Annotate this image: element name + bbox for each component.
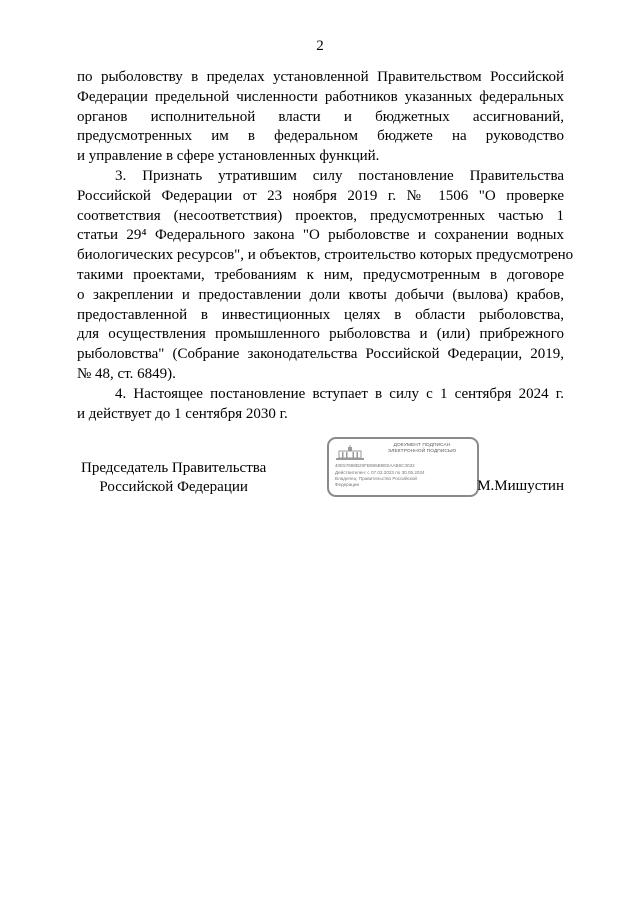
text-line: 4. Настоящее постановление вступает в силу с 1 сентября 2024 г. <box>115 385 564 402</box>
text-line: соответствия (несоответствия) проектов, предусмотренных частью 1 <box>77 207 564 224</box>
government-building-icon <box>335 445 365 461</box>
electronic-signature-stamp <box>327 437 479 497</box>
text-line: такими проектами, требованиям к ним, предусмотренным в договоре <box>77 266 564 283</box>
text-line: и действует до 1 сентября 2030 г. <box>77 405 288 422</box>
stamp-validity: Действителен: с 07.03.2023 по 30.05.2024 <box>335 470 425 475</box>
text-line: рыболовства" (Собрание законодательства Российской Федерации, 2019, <box>77 346 564 363</box>
text-line: Российской Федерации от 23 ноября 2019 г. № 1506 "О проверке <box>77 187 564 204</box>
document-body <box>77 68 574 424</box>
paragraph-item-3 <box>77 167 574 385</box>
stamp-title <box>371 443 473 455</box>
text-line: по рыболовству в пределах установленной Правительством Российской <box>77 69 564 85</box>
stamp-certificate: 40E57888B20FB985B9EEAAB6C3032 <box>335 463 415 468</box>
text-line: и управление в сфере установленных функций. <box>77 148 380 165</box>
signer-title <box>81 459 266 497</box>
text-line: о закреплении и предоставлении доли квоты добычи (вылова) крабов, <box>77 286 564 303</box>
signer-name: М.Мишустин <box>477 478 564 494</box>
text-line: № 48, ст. 6849). <box>77 365 176 382</box>
text-line: биологических ресурсов", и объектов, строительство которых предусмотрено <box>77 247 574 264</box>
stamp-owner: Федерации <box>335 482 360 487</box>
stamp-title-line: ДОКУМЕНТ ПОДПИСАН <box>393 443 451 448</box>
signer-title-line: Российской Федерации <box>99 479 248 495</box>
paragraph-item-4 <box>77 385 564 425</box>
signature-block <box>77 443 564 517</box>
text-line: предоставленной в инвестиционных целях в области рыболовства, <box>77 306 564 323</box>
paragraph-continuation <box>77 68 564 167</box>
stamp-title-line: ЭЛЕКТРОННОЙ ПОДПИСЬЮ <box>387 449 457 454</box>
text-line: Федерации предельной численности работников указанных федеральных <box>77 88 564 105</box>
text-line: статьи 29⁴ Федерального закона "О рыболовстве и сохранении водных <box>77 227 564 244</box>
text-line: предусмотренных им в федеральном бюджете на руководство <box>77 128 564 145</box>
stamp-owner: Владелец: Правительство Российской <box>335 476 417 481</box>
text-line: 3. Признать утратившим силу постановление Правительства <box>115 167 564 184</box>
signer-title-line: Председатель Правительства <box>81 460 267 476</box>
text-line: для осуществления промышленного рыболовства и (или) прибрежного <box>77 326 564 343</box>
page-number: 2 <box>316 38 324 54</box>
text-line: органов исполнительной власти и бюджетных ассигнований, <box>77 108 564 125</box>
